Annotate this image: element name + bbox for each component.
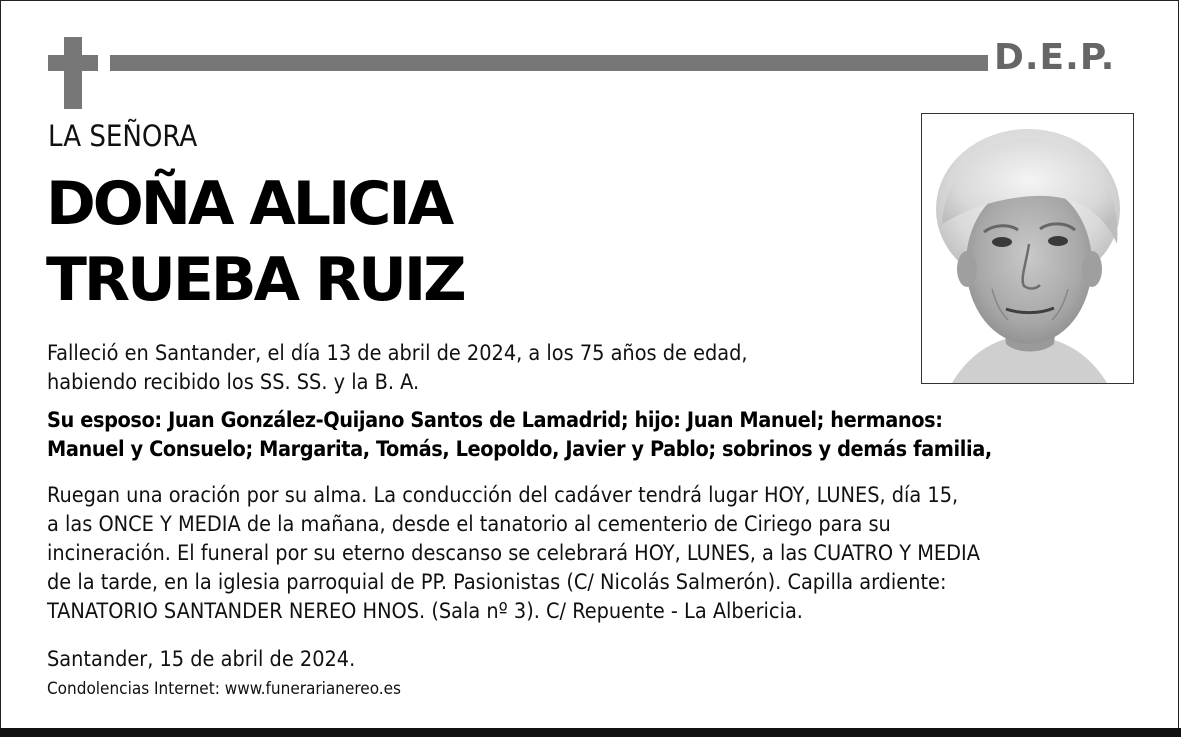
family-list <box>47 406 992 464</box>
condolences-line: Condolencias Internet: www.funerarianereo.es <box>47 679 402 699</box>
header-rule <box>110 55 988 71</box>
service-line: TANATORIO SANTANDER NEREO HNOS. (Sala nº 3). C/ Repuente - La Albericia. <box>47 599 803 624</box>
service-line: incineración. El funeral por su eterno descanso se celebrará HOY, LUNES, a las CUATRO Y MEDIA <box>47 541 980 566</box>
portrait-photo <box>921 113 1134 384</box>
portrait-icon <box>922 114 1133 383</box>
service-line: Ruegan una oración por su alma. La conducción del cadáver tendrá lugar HOY, LUNES, día 15, <box>47 483 959 508</box>
name-line-2: TRUEBA RUIZ <box>46 245 464 315</box>
family-line: Manuel y Consuelo; Margarita, Tomás, Leopoldo, Javier y Pablo; sobrinos y demás familia, <box>47 437 992 462</box>
service-line: a las ONCE Y MEDIA de la mañana, desde el tanatorio al cementerio de Ciriego para su <box>47 512 891 537</box>
bottom-rule <box>0 728 1181 737</box>
death-notice-line: Falleció en Santander, el día 13 de abril de 2024, a los 75 años de edad, <box>47 341 748 366</box>
dep-label: D.E.P. <box>994 37 1116 78</box>
family-line: Su esposo: Juan González-Quijano Santos de Lamadrid; hijo: Juan Manuel; hermanos: <box>47 408 943 433</box>
service-line: de la tarde, en la iglesia parroquial de PP. Pasionistas (C/ Nicolás Salmerón). Capilla ardiente: <box>47 570 947 595</box>
honorific: LA SEÑORA <box>48 119 198 153</box>
latin-cross-icon <box>48 37 98 109</box>
death-notice-line: habiendo recibido los SS. SS. y la B. A. <box>47 370 420 395</box>
service-details <box>47 481 980 626</box>
place-date: Santander, 15 de abril de 2024. <box>47 647 356 672</box>
death-notice <box>47 339 748 397</box>
deceased-name <box>46 166 464 318</box>
name-line-1: DOÑA ALICIA <box>46 169 452 239</box>
